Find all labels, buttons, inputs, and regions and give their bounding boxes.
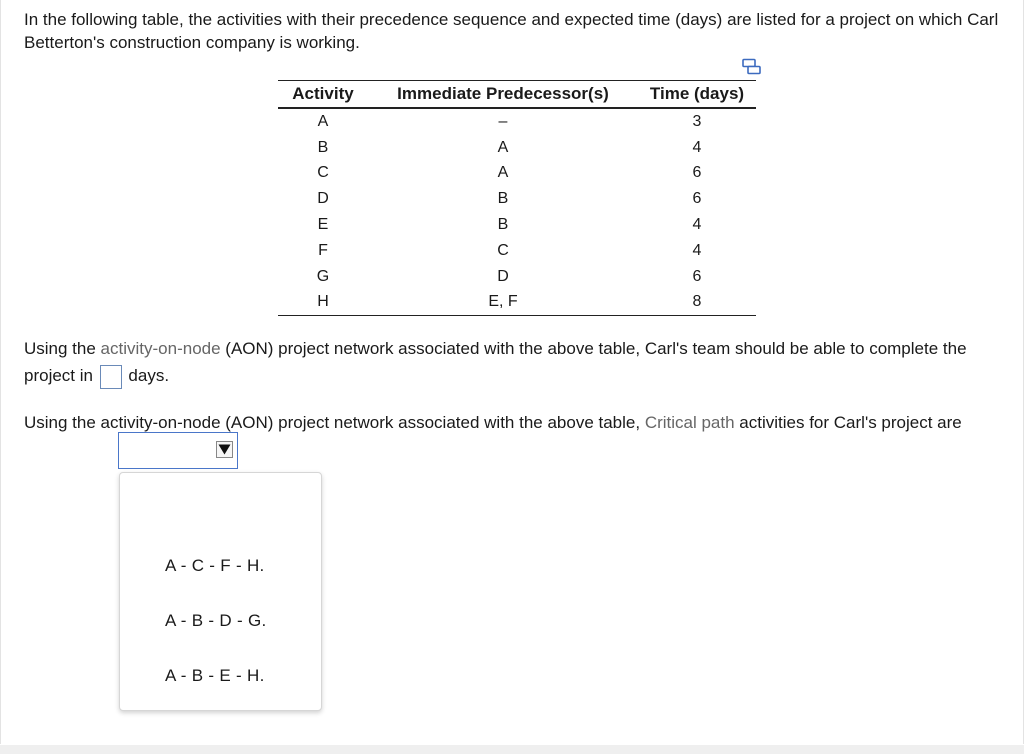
cell-time: 4 [692, 241, 702, 259]
aon-glossary-link[interactable]: activity-on-node [100, 339, 221, 358]
dropdown-menu [119, 472, 322, 711]
cell-activity: G [316, 267, 330, 285]
cell-activity: C [317, 164, 329, 182]
question-1 [24, 335, 984, 389]
cell-predecessor: – [498, 112, 508, 130]
table-row [278, 186, 756, 212]
critical-path-dropdown[interactable] [118, 432, 238, 469]
dropdown-option-abdg[interactable]: A - B - D - G. [165, 611, 267, 630]
cell-time: 6 [692, 190, 702, 208]
header-activity: Activity [278, 81, 368, 109]
dropdown-option-acfh[interactable]: A - C - F - H. [165, 556, 265, 575]
cell-activity: F [318, 241, 328, 259]
cell-time: 8 [638, 290, 756, 316]
copy-table-icon[interactable] [741, 58, 763, 76]
header-predecessors: Immediate Predecessor(s) [368, 81, 638, 109]
cell-predecessor: C [497, 241, 509, 259]
cell-time: 4 [692, 216, 702, 234]
days-input[interactable] [100, 365, 122, 389]
cell-activity: E [317, 216, 329, 234]
table-row [278, 212, 756, 238]
cell-activity: D [317, 190, 329, 208]
bottom-strip [0, 745, 1024, 754]
table-row [278, 135, 756, 161]
table-row [278, 238, 756, 264]
triangle-down-icon [218, 444, 231, 455]
header-time: Time (days) [638, 81, 756, 109]
q2-text-a: Using the activity-on-node (AON) project network associated with the above table, [24, 413, 645, 432]
q1-text-c: days. [123, 366, 170, 385]
cell-activity: H [278, 290, 368, 316]
table-row [278, 161, 756, 187]
table-header-row [278, 81, 756, 109]
cell-predecessor: B [497, 216, 509, 234]
cell-predecessor: E, F [368, 290, 638, 316]
q1-text-a: Using the [24, 339, 101, 358]
dropdown-option-abeh[interactable]: A - B - E - H. [165, 666, 265, 685]
intro-text: In the following table, the activities with their precedence sequence and expected time (days) are listed for a project on which Carl Betterton's construction company is working. [24, 10, 999, 52]
cell-time: 3 [692, 112, 702, 130]
activity-table [278, 80, 756, 316]
cell-time: 6 [692, 164, 702, 182]
q1-text-b: (AON) project network associated with the above table, Carl's team should be able to complete the project in [24, 339, 967, 385]
cell-activity: B [317, 138, 329, 156]
cell-predecessor: A [497, 164, 509, 182]
cell-time: 4 [692, 138, 702, 156]
cell-predecessor: D [497, 267, 509, 285]
cell-predecessor: A [497, 138, 509, 156]
critical-path-glossary-link[interactable]: Critical path [644, 413, 735, 432]
table-row [278, 264, 756, 290]
dropdown-arrow-button[interactable] [216, 441, 233, 458]
cell-time: 6 [692, 267, 702, 285]
cell-predecessor: B [497, 190, 509, 208]
table-row [278, 108, 756, 135]
cell-activity: A [317, 112, 329, 130]
table-row [278, 290, 756, 316]
q2-text-b: activities for Carl's project are [734, 413, 962, 432]
